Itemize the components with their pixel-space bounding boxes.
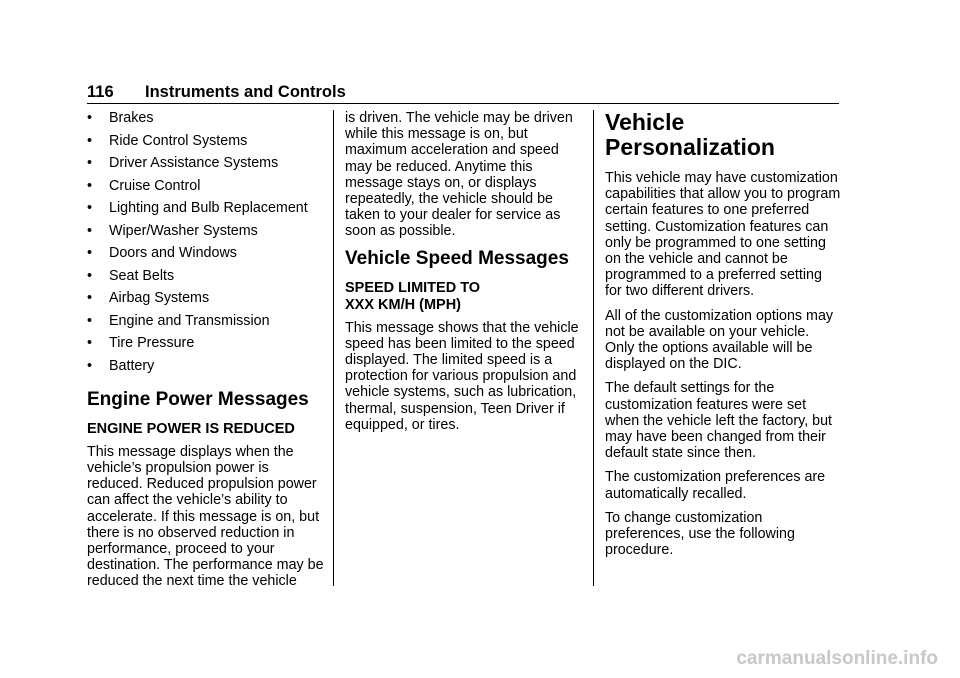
list-item: • Seat Belts (87, 267, 175, 284)
bullet-icon: • (87, 312, 93, 329)
list-item: • Lighting and Bulb Replacement (87, 200, 308, 216)
column-divider (333, 110, 334, 586)
bullet-icon: • (87, 177, 93, 194)
paragraph: The default settings for the customization features were set when the vehicle left the factory, but may have been changed from their default state since then. (605, 380, 833, 462)
section-heading-vehicle-speed: Vehicle Speed Messages (345, 247, 569, 269)
paragraph: is driven. The vehicle may be driven while this message is on, but maximum acceleration and speed may be reduced. Anytime this message stays on, or displays repeatedly, the vehicle should be taken to your dealer for service as soon as possible. (345, 110, 573, 240)
chapter-title: Instruments and Controls (145, 83, 346, 101)
paragraph: The customization preferences are automatically recalled. (605, 469, 826, 502)
subheading-engine-power-reduced: ENGINE POWER IS REDUCED (87, 420, 295, 437)
paragraph: To change customization preferences, use the following procedure. (605, 509, 795, 559)
page-header (87, 82, 839, 104)
list-item: • Airbag Systems (87, 290, 210, 306)
column-left (87, 110, 327, 598)
bullet-icon: • (87, 155, 93, 171)
paragraph: All of the customization options may not be available on your vehicle. Only the options available will be displayed on the DIC. (605, 307, 834, 373)
list-item: • Wiper/Washer Systems (87, 222, 258, 239)
column-right (605, 110, 841, 566)
list-item: • Battery (87, 357, 155, 374)
list-item: • Doors and Windows (87, 245, 237, 261)
bullet-icon: • (87, 110, 93, 126)
bullet-icon: • (87, 132, 93, 149)
page-number: 116 (87, 83, 114, 101)
paragraph: This message shows that the vehicle speed has been limited to the speed displayed. The limited speed is a protection for various propulsion and vehicle systems, such as lubrication, thermal, suspension, Teen Driver if equipped, or tires. (345, 319, 579, 433)
section-heading-vehicle-personalization: Vehicle Personalization (605, 109, 775, 160)
watermark: carmanualsonline.info (736, 648, 938, 669)
list-item: • Brakes (87, 110, 154, 126)
list-item: • Tire Pressure (87, 335, 195, 351)
list-item: • Cruise Control (87, 177, 201, 194)
list-item: • Driver Assistance Systems (87, 155, 279, 171)
section-heading-engine-power: Engine Power Messages (87, 388, 309, 410)
bullet-icon: • (87, 245, 93, 261)
bullet-icon: • (87, 335, 93, 351)
bullet-icon: • (87, 222, 93, 239)
bullet-icon: • (87, 290, 93, 306)
list-item: • Ride Control Systems (87, 132, 248, 149)
bullet-icon: • (87, 357, 93, 374)
paragraph: This vehicle may have customization capabilities that allow you to program certain features to one preferred setting. Customization features can only be programmed to one setting on the vehicle and cannot be programmed to a preferred setting for two different drivers. (605, 170, 841, 300)
bullet-icon: • (87, 267, 93, 284)
paragraph: This message displays when the vehicle’s propulsion power is reduced. Reduced propulsion power can affect the vehicle’s ability to accelerate. If this message is on, but there is no observed reduction in performance, proceed to your destination. The performance may be reduced the next time the vehicle (87, 443, 324, 590)
column-middle (345, 110, 585, 441)
subheading-speed-limited: SPEED LIMITED TO XXX KM/H (MPH) (345, 279, 481, 313)
column-divider (593, 110, 594, 586)
bullet-icon: • (87, 200, 93, 216)
list-item: • Engine and Transmission (87, 312, 270, 329)
systems-list (87, 110, 327, 374)
